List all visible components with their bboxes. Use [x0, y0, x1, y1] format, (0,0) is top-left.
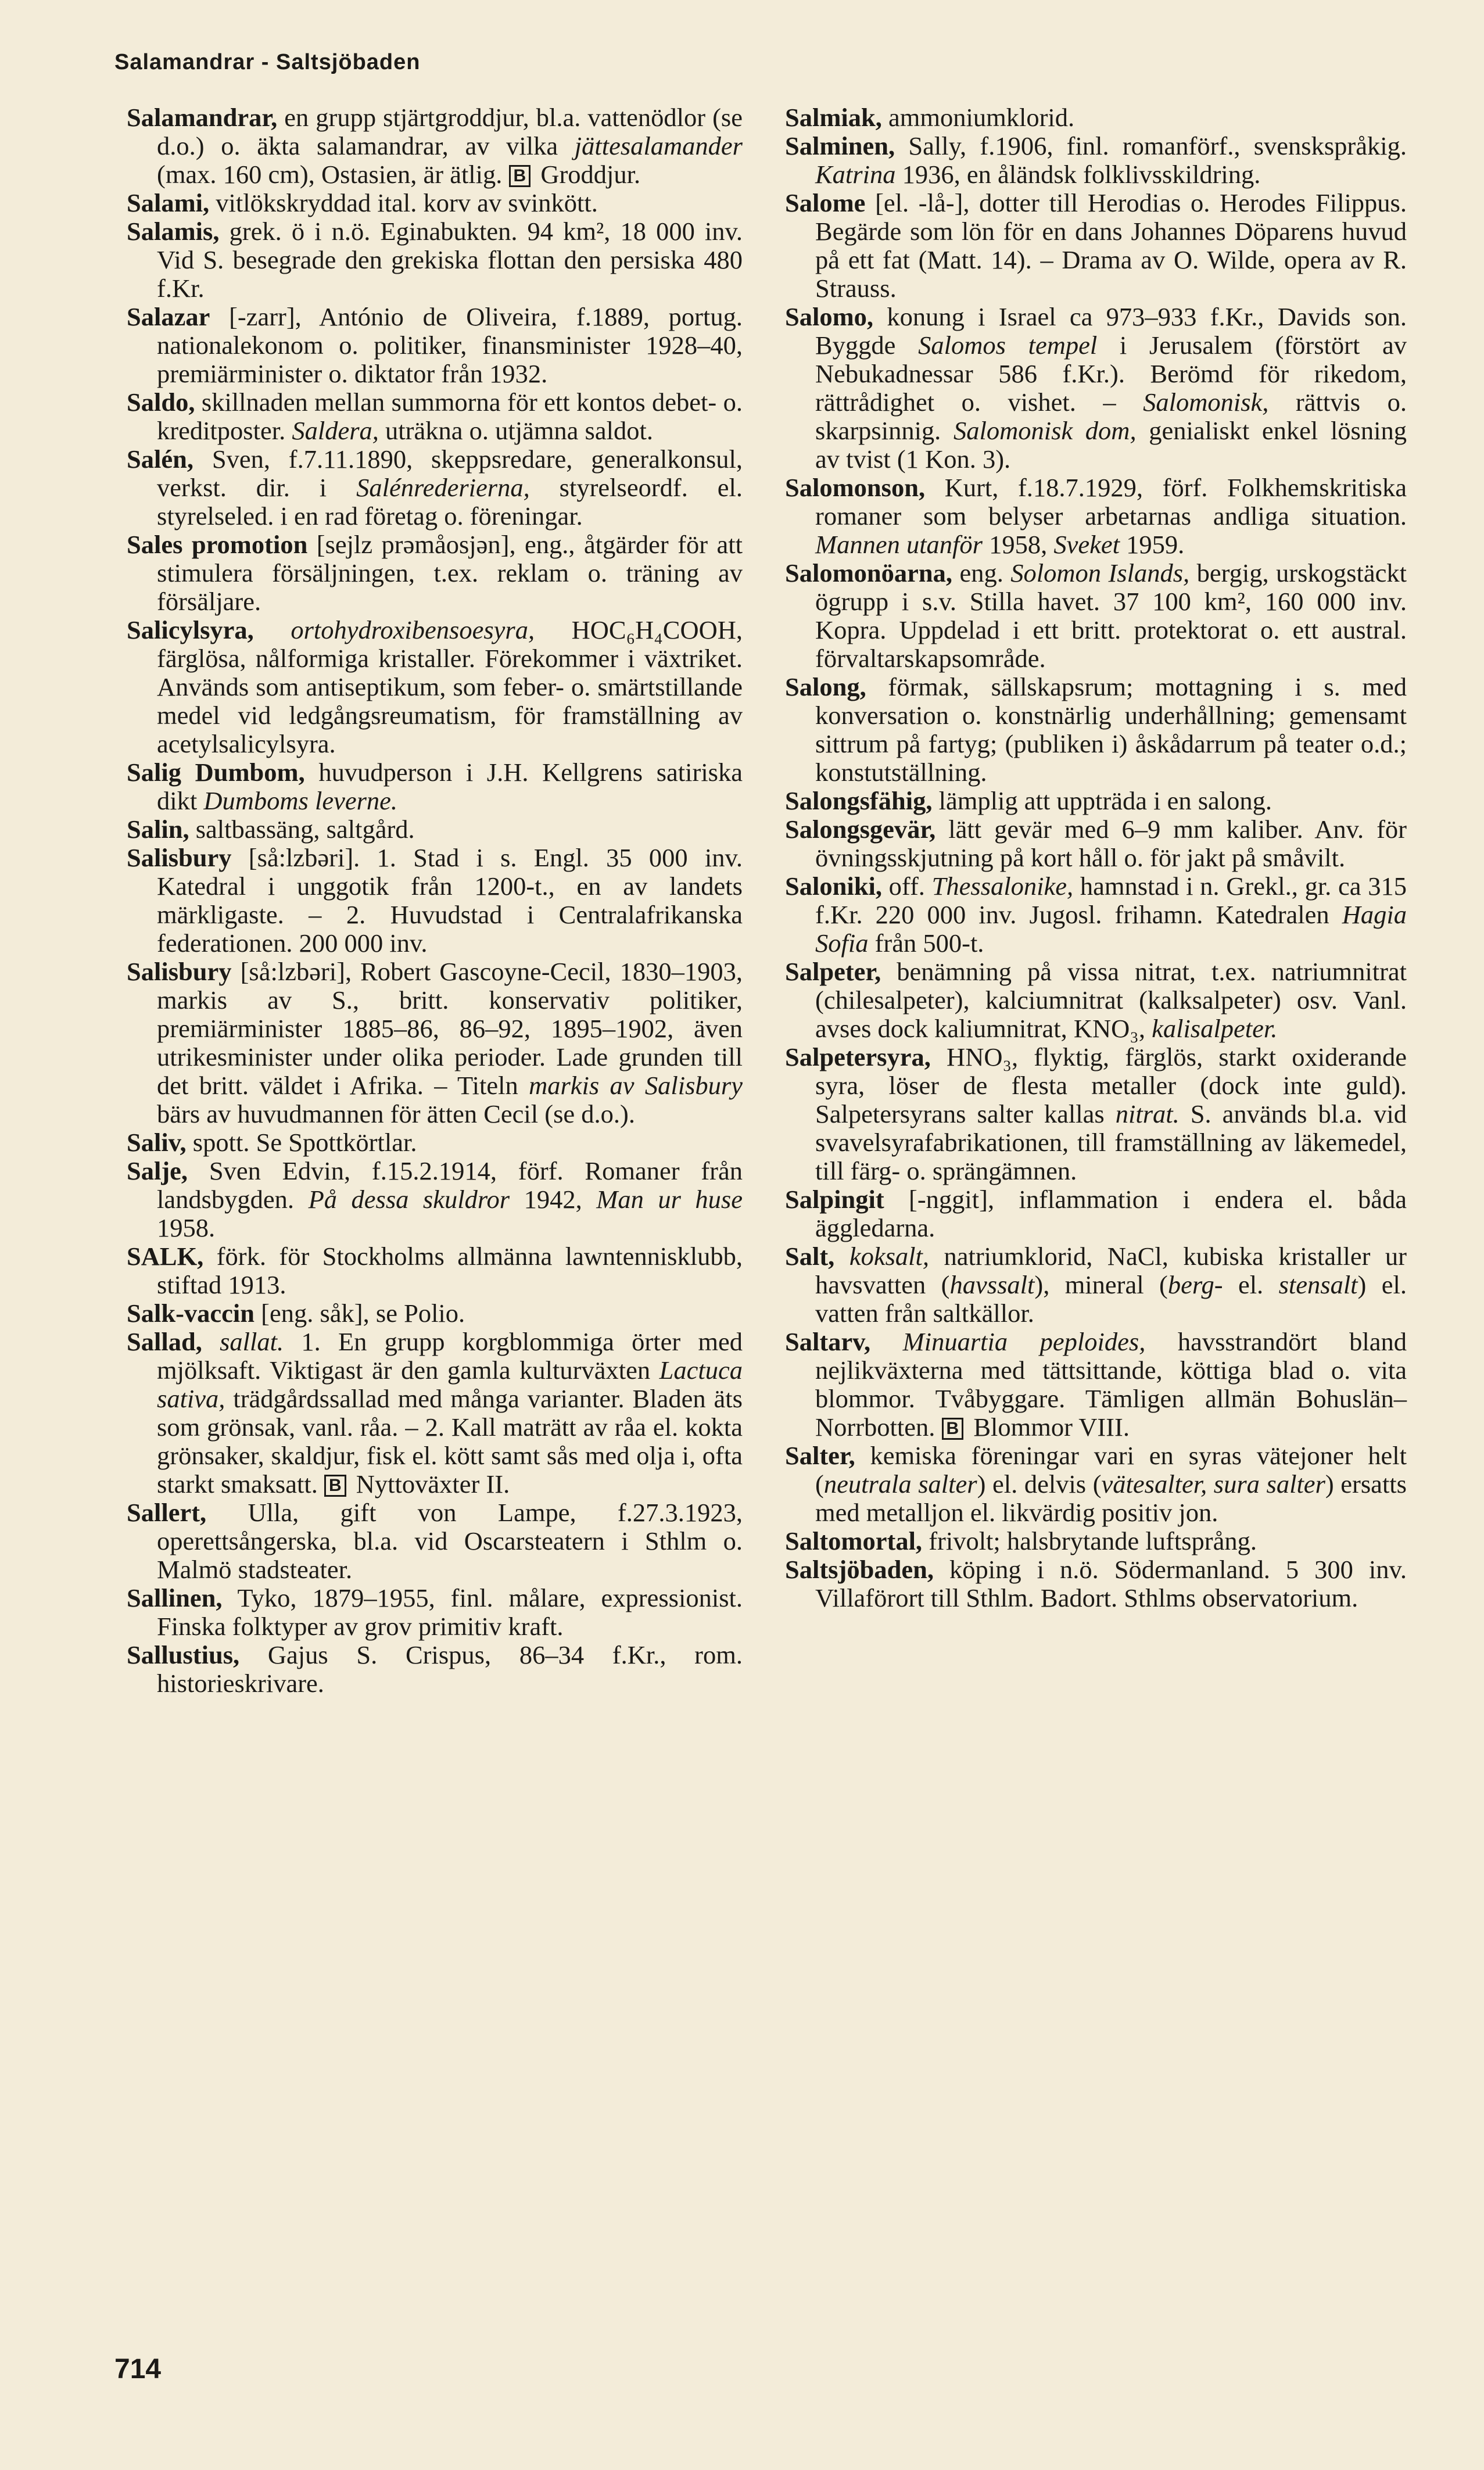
entry-italic-text: kalisalpeter.: [1152, 1014, 1278, 1043]
entry-text: eng.: [952, 558, 1011, 587]
dictionary-entry: [127, 1299, 743, 1328]
entry-headword: Salomo,: [785, 302, 874, 331]
dictionary-entry: [127, 616, 743, 758]
entry-text: 1. En grupp korgblommiga örter med mjölksaft. Viktigast är den gamla kulturväxten: [157, 1327, 743, 1385]
left-column: [127, 103, 743, 1698]
entry-text: [eng. såk], se Polio.: [254, 1299, 465, 1328]
entry-text: lämplig att uppträda i en salong.: [932, 786, 1272, 815]
entry-text: (max. 160 cm), Ostasien, är ätlig.: [157, 160, 509, 189]
entry-text: 1958.: [157, 1213, 216, 1242]
entry-italic-text: Minuartia peploides,: [902, 1327, 1146, 1356]
entry-text: Nyttoväxter II.: [349, 1469, 510, 1499]
entry-italic-text: berg-: [1167, 1270, 1223, 1299]
entry-headword: Salami,: [127, 188, 210, 217]
dictionary-entry: [785, 1043, 1407, 1185]
entry-italic-text: Katrina: [815, 160, 896, 189]
dictionary-entry: [127, 1328, 743, 1499]
entry-headword: Salome: [785, 188, 866, 217]
entry-text: havsstrandört bland nejlikväxterna med tättsittande, köttiga blad o. vita blommor. Tvåbyggare. Tämligen allmän Bohuslän–Norrbotten.: [815, 1327, 1407, 1442]
entry-text: ), mineral (: [1034, 1270, 1168, 1299]
entry-headword: Saltarv,: [785, 1327, 871, 1356]
entry-headword: Salpetersyra,: [785, 1042, 931, 1071]
picture-reference-icon: B: [324, 1475, 346, 1497]
dictionary-entry: [785, 132, 1407, 189]
entry-headword: Salongsfähig,: [785, 786, 933, 815]
entry-headword: SALK,: [127, 1242, 204, 1271]
entry-headword: Sallad,: [127, 1327, 202, 1356]
entry-text: bergig, urskogstäckt ögrupp i s.v. Stilla havet. 37 100 km², 160 000 inv. Kopra. Uppdelad i ett britt. protektorat o. ett austral. förvaltarskapsområde.: [815, 558, 1407, 673]
entry-text: [el. -lå-], dotter till Herodias o. Herodes Filippus. Begärde som lön för en dans Johannes Döparens huvud på ett fat (Matt. 14). – Drama av O. Wilde, opera av R. Strauss.: [815, 188, 1407, 303]
dictionary-entry: [785, 1242, 1407, 1328]
entry-text: Kurt, f.18.7.1929, förf. Folkhemskritiska romaner som belyser arbetarnas andliga situation.: [815, 473, 1407, 530]
entry-text: 1936, en åländsk folklivsskildring.: [895, 160, 1261, 189]
entry-italic-text: havssalt: [949, 1270, 1035, 1299]
entry-headword: Salamandrar,: [127, 103, 278, 132]
entry-headword: Salpeter,: [785, 957, 881, 986]
entry-headword: Saloniki,: [785, 872, 882, 901]
entry-text: [-zarr], António de Oliveira, f.1889, portug. nationalekonom o. politiker, finansminister 1928–40, premiärminister o. diktator från 1932.: [157, 302, 743, 388]
entry-headword: Sales promotion: [127, 530, 308, 559]
entry-text: Sven Edvin, f.15.2.1914, förf. Romaner från landsbygden.: [157, 1156, 743, 1214]
dictionary-entry: [785, 872, 1407, 958]
entry-italic-text: Sveket: [1053, 530, 1120, 559]
entry-text: benämning på vissa nitrat, t.ex. natriumnitrat (chilesalpeter), kalciumnitrat (kalksalpeter) osv. Vanl. avses dock kaliumnitrat, KNO₃,: [815, 957, 1407, 1043]
dictionary-entry: [127, 303, 743, 388]
entry-headword: Salong,: [785, 672, 866, 701]
picture-reference-icon: B: [509, 165, 531, 187]
entry-text: [202, 1327, 220, 1356]
entry-headword: Salongsgevär,: [785, 815, 936, 844]
entry-text: HOC₆H₄COOH, färglösa, nålformiga kristaller. Förekommer i växtriket. Används som antiseptikum, som feber- o. smärtstillande medel vid ledgångsreumatism, för framställning av acetylsalicylsyra.: [157, 615, 743, 758]
entry-headword: Saliv,: [127, 1128, 187, 1157]
dictionary-entry: [785, 1555, 1407, 1612]
entry-headword: Salminen,: [785, 131, 895, 160]
entry-italic-text: Salomonisk,: [1143, 388, 1269, 417]
entry-text: lätt gevär med 6–9 mm kaliber. Anv. för övningsskjutning på kort håll o. för jakt på småvilt.: [815, 815, 1407, 872]
entry-text: [sejlz prəmåosjən], eng., åtgärder för att stimulera försäljningen, t.ex. reklam o. träning av försäljare.: [157, 530, 743, 616]
entry-text: trädgårdssallad med många varianter. Bladen äts som grönsak, vanl. råa. – 2. Kall maträtt av råa el. kokta grönsaker, skaldjur, fisk el. kött samt sås med olja i, ofta starkt smaksatt.: [157, 1384, 743, 1499]
entry-text: förk. för Stockholms allmänna lawntennisklubb, stiftad 1913.: [157, 1242, 743, 1299]
entry-headword: Salter,: [785, 1441, 855, 1470]
entry-italic-text: Saldera,: [292, 416, 379, 445]
dictionary-entry: [785, 673, 1407, 787]
entry-italic-text: På dessa skuldror: [308, 1185, 510, 1214]
entry-text: rättvis o. skarpsinnig.: [815, 388, 1407, 445]
entry-text: från 500-t.: [868, 929, 984, 958]
entry-text: bärs av huvudmannen för ätten Cecil (se d.o.).: [157, 1099, 635, 1128]
entry-headword: Sallinen,: [127, 1583, 223, 1612]
entry-text: [så:lzbəri]. 1. Stad i s. Engl. 35 000 inv. Katedral i unggotik från 1200-t., en av landets märkligaste. – 2. Huvudstad i Centralafrikanska federationen. 200 000 inv.: [157, 843, 743, 958]
entry-text: Groddjur.: [534, 160, 641, 189]
entry-text: [så:lzbəri], Robert Gascoyne-Cecil, 1830–1903, markis av S., britt. konservativ politiker, premiärminister 1885–86, 86–92, 1895–1902, även utrikesminister under olika perioder. Lade grunden till det britt. väldet i Afrika. – Titeln: [157, 957, 743, 1100]
dictionary-entry: [127, 103, 743, 189]
entry-text: uträkna o. utjämna saldot.: [378, 416, 653, 445]
entry-headword: Saldo,: [127, 388, 195, 417]
dictionary-entry: [785, 1185, 1407, 1242]
entry-text: Gajus S. Crispus, 86–34 f.Kr., rom. historieskrivare.: [157, 1640, 743, 1698]
entry-headword: Salicylsyra,: [127, 615, 254, 644]
entry-italic-text: Salomos tempel: [918, 331, 1098, 360]
entry-headword: Salin,: [127, 815, 189, 844]
dictionary-entry: [785, 474, 1407, 559]
entry-headword: Salisbury: [127, 957, 232, 986]
entry-headword: Saltsjöbaden,: [785, 1555, 934, 1584]
entry-headword: Salisbury: [127, 843, 232, 872]
entry-italic-text: vätesalter, sura salter: [1101, 1469, 1325, 1499]
dictionary-entry: [127, 530, 743, 616]
dictionary-entry: [127, 189, 743, 217]
entry-italic-text: Salomonisk dom,: [953, 416, 1137, 445]
entry-text: genialiskt enkel lösning av tvist (1 Kon. 3).: [815, 416, 1407, 474]
running-head: Salamandrar - Saltsjöbaden: [114, 50, 421, 74]
entry-text: Sven, f.7.11.1890, skeppsredare, generalkonsul, verkst. dir. i: [157, 444, 743, 502]
entry-text: kemiska föreningar vari en syras vätejoner helt (: [815, 1441, 1407, 1499]
dictionary-entry: [127, 1157, 743, 1242]
dictionary-entry: [127, 758, 743, 815]
dictionary-entry: [785, 958, 1407, 1043]
entry-text: frivolt; halsbrytande luftsprång.: [922, 1526, 1257, 1555]
entry-text: el.: [1223, 1270, 1279, 1299]
dictionary-entry: [127, 1641, 743, 1698]
entry-italic-text: markis av Salisbury: [529, 1071, 743, 1100]
dictionary-entry: [785, 303, 1407, 474]
entry-text: [-nggit], inflammation i endera el. båda äggledarna.: [815, 1185, 1407, 1242]
entry-headword: Salig Dumbom,: [127, 758, 305, 787]
entry-headword: Salazar: [127, 302, 210, 331]
dictionary-entry: [127, 217, 743, 303]
entry-text: ammoniumklorid.: [881, 103, 1075, 132]
entry-text: konung i Israel ca 973–933 f.Kr., Davids son. Byggde: [815, 302, 1407, 360]
dictionary-entry: [785, 103, 1407, 132]
entry-text: HNO₃, flyktig, färglös, starkt oxiderande syra, löser de flesta metaller (dock inte guld). Salpetersyrans salter kallas: [815, 1042, 1407, 1128]
dictionary-entry: [785, 1328, 1407, 1442]
entry-text: en grupp stjärtgroddjur, bl.a. vattenödlor (se d.o.) o. äkta salamandrar, av vilka: [157, 103, 743, 160]
entry-headword: Saltomortal,: [785, 1526, 923, 1555]
dictionary-entry: [127, 445, 743, 530]
dictionary-entry: [785, 1442, 1407, 1527]
entry-text: huvudperson i J.H. Kellgrens satiriska dikt: [157, 758, 743, 815]
right-column: [785, 103, 1407, 1612]
entry-text: off.: [881, 872, 932, 901]
entry-italic-text: sallat.: [220, 1327, 284, 1356]
entry-italic-text: Solomon Islands,: [1010, 558, 1190, 587]
entry-headword: Salomonöarna,: [785, 558, 953, 587]
entry-headword: Salamis,: [127, 217, 220, 246]
entry-text: förmak, sällskapsrum; mottagning i s. med konversation o. konstnärlig underhållning; gemensamt sittrum på fartyg; (publiken i) åskådarrum på teater o.d.; konstutställning.: [815, 672, 1407, 787]
entry-italic-text: Thessalonike,: [931, 872, 1074, 901]
entry-text: Ulla, gift von Lampe, f.27.3.1923, operettsångerska, bl.a. vid Oscarsteatern i Sthlm o. Malmö stadsteater.: [157, 1498, 743, 1584]
entry-text: saltbassäng, saltgård.: [189, 815, 415, 844]
dictionary-entry: [127, 1128, 743, 1157]
entry-text: i Jerusalem (förstört av Nebukadnessar 586 f.Kr.). Berömd för rikedom, rättrådighet o. vishet. –: [815, 331, 1407, 417]
entry-text: styrelseordf. el. styrelseled. i en rad företag o. föreningar.: [157, 473, 743, 530]
entry-text: [834, 1242, 849, 1271]
entry-text: [870, 1327, 903, 1356]
entry-headword: Salmiak,: [785, 103, 882, 132]
dictionary-entry: [785, 189, 1407, 303]
entry-text: skillnaden mellan summorna för ett kontos debet- o. kreditposter.: [157, 388, 743, 445]
entry-italic-text: Man ur huse: [596, 1185, 743, 1214]
entry-headword: Salomonson,: [785, 473, 926, 502]
entry-italic-text: Hagia Sofia: [815, 900, 1407, 958]
entry-text: hamnstad i n. Grekl., gr. ca 315 f.Kr. 220 000 inv. Jugosl. frihamn. Katedralen: [815, 872, 1407, 929]
picture-reference-icon: B: [942, 1418, 964, 1440]
entry-italic-text: neutrala salter: [823, 1469, 977, 1499]
entry-italic-text: ortohydroxibensoesyra,: [291, 615, 535, 644]
entry-italic-text: jättesalamander: [574, 131, 743, 160]
entry-text: ) el. vatten från saltkällor.: [815, 1270, 1407, 1328]
dictionary-entry: [785, 1527, 1407, 1555]
page-number: 714: [114, 2354, 162, 2385]
entry-text: natriumklorid, NaCl, kubiska kristaller ur havsvatten (: [815, 1242, 1407, 1299]
dictionary-entry: [127, 958, 743, 1128]
entry-text: ) el. delvis (: [977, 1469, 1102, 1499]
entry-text: [254, 615, 291, 644]
entry-text: spott. Se Spottkörtlar.: [186, 1128, 417, 1157]
entry-italic-text: nitrat.: [1115, 1099, 1180, 1128]
entry-italic-text: Mannen utanför: [815, 530, 983, 559]
entry-italic-text: stensalt: [1278, 1270, 1358, 1299]
entry-text: 1942,: [510, 1185, 597, 1214]
entry-text: Tyko, 1879–1955, finl. målare, expressionist. Finska folktyper av grov primitiv kraft.: [157, 1583, 743, 1641]
entry-headword: Salt,: [785, 1242, 835, 1271]
dictionary-entry: [785, 787, 1407, 815]
entry-headword: Salje,: [127, 1156, 188, 1185]
entry-text: grek. ö i n.ö. Eginabukten. 94 km², 18 000 inv. Vid S. besegrade den grekiska flottan den persiska 480 f.Kr.: [157, 217, 743, 303]
entry-italic-text: Salénrederierna,: [356, 473, 530, 502]
entry-text: Blommor VIII.: [967, 1413, 1130, 1442]
entry-text: Sally, f.1906, finl. romanförf., svenskspråkig.: [895, 131, 1407, 160]
entry-text: köping i n.ö. Södermanland. 5 300 inv. Villaförort till Sthlm. Badort. Sthlms observatorium.: [815, 1555, 1407, 1612]
entry-text: ) ersatts med metalljon el. likvärdig positiv jon.: [815, 1469, 1407, 1527]
entry-headword: Salén,: [127, 444, 193, 474]
dictionary-entry: [127, 1584, 743, 1641]
entry-headword: Salpingit: [785, 1185, 884, 1214]
entry-headword: Salk-vaccin: [127, 1299, 255, 1328]
entry-text: S. används bl.a. vid svavelsyrafabrikationen, till framställning av läkemedel, till färg- o. sprängämnen.: [815, 1099, 1407, 1185]
dictionary-entry: [785, 559, 1407, 673]
dictionary-entry: [127, 388, 743, 445]
dictionary-entry: [785, 815, 1407, 872]
entry-italic-text: Dumboms leverne.: [203, 786, 398, 815]
entry-text: 1959.: [1120, 530, 1185, 559]
entry-text: 1958,: [983, 530, 1054, 559]
entry-text: vitlökskryddad ital. korv av svinkött.: [209, 188, 598, 217]
entry-headword: Sallert,: [127, 1498, 207, 1527]
entry-italic-text: koksalt,: [849, 1242, 929, 1271]
entry-italic-text: Lactuca sativa,: [157, 1356, 743, 1413]
dictionary-entry: [127, 1242, 743, 1299]
dictionary-entry: [127, 1499, 743, 1584]
dictionary-entry: [127, 815, 743, 844]
dictionary-entry: [127, 844, 743, 958]
entry-headword: Sallustius,: [127, 1640, 240, 1669]
